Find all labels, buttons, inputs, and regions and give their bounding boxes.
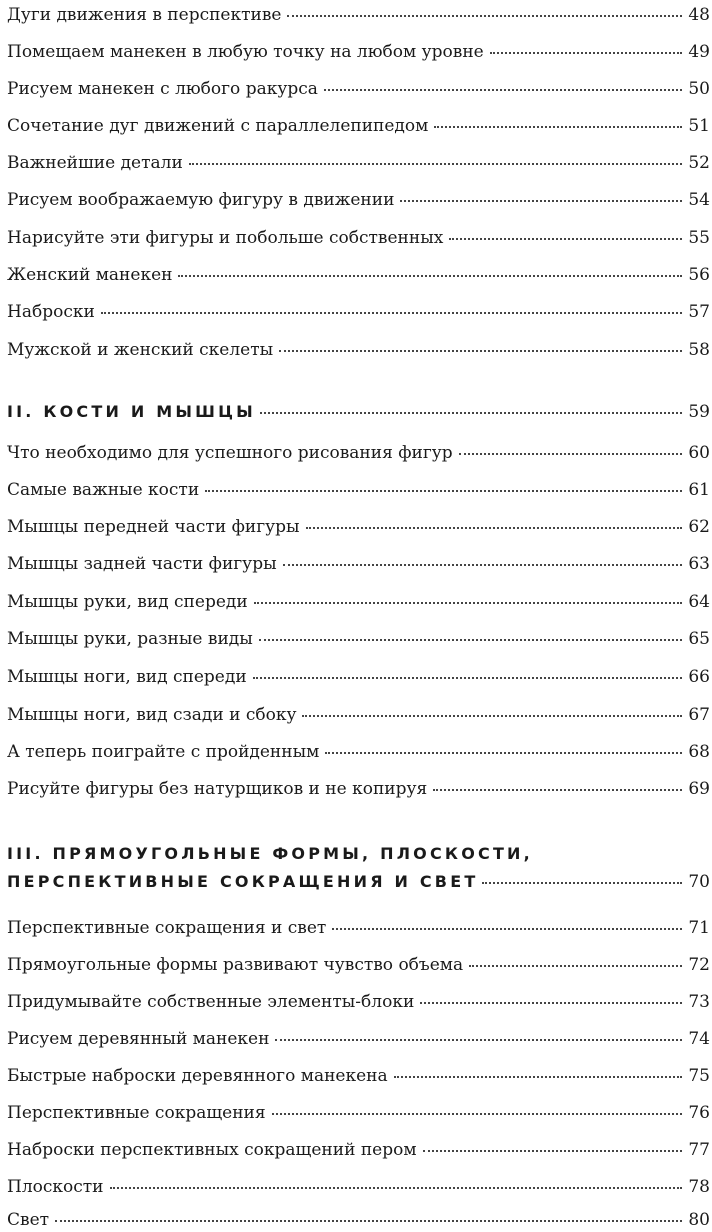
toc-entry-title: Мышцы руки, разные виды bbox=[7, 629, 253, 649]
toc-entry-title: Дуги движения в перспективе bbox=[7, 5, 282, 25]
toc-entry[interactable] bbox=[7, 1102, 710, 1124]
dot-leader bbox=[490, 51, 682, 54]
dot-leader bbox=[324, 88, 682, 91]
dot-leader bbox=[189, 162, 682, 165]
dot-leader bbox=[302, 714, 682, 717]
dot-leader bbox=[101, 311, 682, 314]
toc-entry-page: 71 bbox=[688, 918, 710, 938]
dot-leader bbox=[332, 927, 682, 930]
toc-entry-title: Мышцы задней части фигуры bbox=[7, 554, 277, 574]
dot-leader bbox=[459, 452, 682, 455]
toc-entry-title: Мышцы передней части фигуры bbox=[7, 517, 300, 537]
dot-leader bbox=[423, 1149, 682, 1152]
toc-entry-page: 50 bbox=[688, 79, 710, 99]
toc-entry-page: 62 bbox=[688, 517, 710, 537]
toc-entry-title: Что необходимо для успешного рисования фигур bbox=[7, 443, 453, 463]
toc-entry-page: 66 bbox=[688, 667, 710, 687]
toc-entry[interactable] bbox=[7, 954, 710, 976]
toc-entry-title: Перспективные сокращения и свет bbox=[7, 918, 327, 938]
dot-leader bbox=[449, 237, 682, 240]
section-title-line2: ПЕРСПЕКТИВНЫЕ СОКРАЩЕНИЯ И СВЕТ bbox=[7, 872, 479, 891]
toc-entry-title: А теперь поиграйте с пройденным bbox=[7, 742, 320, 762]
toc-entry-page: 68 bbox=[688, 742, 710, 762]
toc-entry-title: Помещаем манекен в любую точку на любом уровне bbox=[7, 42, 484, 62]
toc-entry[interactable] bbox=[7, 4, 710, 26]
toc-entry[interactable] bbox=[7, 1139, 710, 1161]
toc-entry-page: 75 bbox=[688, 1066, 710, 1086]
dot-leader bbox=[205, 489, 682, 492]
toc-entry[interactable] bbox=[7, 189, 710, 211]
toc-entry-title: Самые важные кости bbox=[7, 480, 200, 500]
toc-entry[interactable] bbox=[7, 227, 710, 249]
toc-entry[interactable] bbox=[7, 339, 710, 361]
toc-entry-title: Важнейшие детали bbox=[7, 153, 183, 173]
toc-entry[interactable] bbox=[7, 1028, 710, 1050]
toc-entry[interactable] bbox=[7, 778, 710, 800]
toc-entry-title: Мышцы руки, вид спереди bbox=[7, 592, 248, 612]
toc-entry-page: 65 bbox=[688, 629, 710, 649]
dot-leader bbox=[272, 1112, 682, 1115]
toc-entry-title: Нарисуйте эти фигуры и побольше собственных bbox=[7, 228, 444, 248]
toc-entry-title: Рисуем манекен с любого ракурса bbox=[7, 79, 318, 99]
toc-entry[interactable] bbox=[7, 741, 710, 763]
toc-entry-page: 52 bbox=[688, 153, 710, 173]
toc-entry[interactable] bbox=[7, 704, 710, 726]
toc-entry-page: 57 bbox=[688, 302, 710, 322]
toc-entry-title: Свет bbox=[7, 1210, 50, 1230]
section-page: 70 bbox=[688, 872, 710, 892]
toc-entry-title: Придумывайте собственные элементы-блоки bbox=[7, 992, 415, 1012]
toc-entry[interactable] bbox=[7, 1065, 710, 1087]
toc-entry[interactable] bbox=[7, 1176, 710, 1198]
dot-leader bbox=[287, 14, 682, 17]
dot-leader bbox=[254, 601, 682, 604]
toc-entry-title: Плоскости bbox=[7, 1177, 104, 1197]
toc-entry-page: 49 bbox=[688, 42, 710, 62]
toc-entry-page: 73 bbox=[688, 992, 710, 1012]
dot-leader bbox=[325, 751, 682, 754]
toc-entry-page: 64 bbox=[688, 592, 710, 612]
section-page: 59 bbox=[688, 402, 710, 422]
toc-entry-page: 78 bbox=[688, 1177, 710, 1197]
dot-leader bbox=[55, 1219, 682, 1222]
toc-entry-title: Наброски bbox=[7, 302, 95, 322]
toc-entry[interactable] bbox=[7, 991, 710, 1013]
toc-entry-title: Быстрые наброски деревянного манекена bbox=[7, 1066, 388, 1086]
toc-entry-title: Сочетание дуг движений с параллелепипедом bbox=[7, 116, 429, 136]
dot-leader bbox=[394, 1075, 682, 1078]
dot-leader bbox=[279, 349, 682, 352]
toc-entry-page: 60 bbox=[688, 443, 710, 463]
toc-entry[interactable] bbox=[7, 442, 710, 464]
dot-leader bbox=[420, 1001, 682, 1004]
dot-leader bbox=[283, 563, 682, 566]
section-title-line1: III. ПРЯМОУГОЛЬНЫЕ ФОРМЫ, ПЛОСКОСТИ, bbox=[7, 844, 533, 863]
dot-leader bbox=[400, 199, 682, 202]
toc-entry-page: 58 bbox=[688, 340, 710, 360]
dot-leader bbox=[469, 964, 682, 967]
toc-entry[interactable] bbox=[7, 516, 710, 538]
toc-entry[interactable] bbox=[7, 591, 710, 613]
toc-entry[interactable] bbox=[7, 917, 710, 939]
toc-section-heading[interactable] bbox=[7, 401, 710, 423]
toc-entry[interactable] bbox=[7, 301, 710, 323]
toc-entry-page: 61 bbox=[688, 480, 710, 500]
toc-entry-page: 56 bbox=[688, 265, 710, 285]
dot-leader bbox=[259, 638, 682, 641]
dot-leader bbox=[178, 274, 682, 277]
toc-entry-title: Женский манекен bbox=[7, 265, 173, 285]
dot-leader bbox=[306, 526, 682, 529]
dot-leader bbox=[253, 676, 682, 679]
dot-leader bbox=[434, 125, 682, 128]
toc-entry-page: 54 bbox=[688, 190, 710, 210]
toc-entry[interactable] bbox=[7, 115, 710, 137]
dot-leader bbox=[260, 412, 682, 414]
toc-entry[interactable] bbox=[7, 264, 710, 286]
dot-leader bbox=[482, 882, 682, 884]
toc-entry-title: Рисуйте фигуры без натурщиков и не копируя bbox=[7, 779, 428, 799]
toc-entry[interactable] bbox=[7, 78, 710, 100]
toc-entry-title: Рисуем деревянный манекен bbox=[7, 1029, 270, 1049]
toc-entry-page: 67 bbox=[688, 705, 710, 725]
toc-entry[interactable] bbox=[7, 628, 710, 650]
toc-entry-title: Мужской и женский скелеты bbox=[7, 340, 274, 360]
toc-entry-page: 80 bbox=[688, 1210, 710, 1230]
toc-entry[interactable] bbox=[7, 152, 710, 174]
toc-entry-title: Мышцы ноги, вид сзади и сбоку bbox=[7, 705, 297, 725]
section-title: II. КОСТИ И МЫШЦЫ bbox=[7, 402, 256, 421]
toc-entry-title: Наброски перспективных сокращений пером bbox=[7, 1140, 417, 1160]
toc-entry-title: Перспективные сокращения bbox=[7, 1103, 266, 1123]
dot-leader bbox=[433, 788, 682, 791]
toc-entry-page: 51 bbox=[688, 116, 710, 136]
toc-entry[interactable] bbox=[7, 666, 710, 688]
dot-leader bbox=[275, 1038, 682, 1041]
toc-entry[interactable] bbox=[7, 479, 710, 501]
toc-entry[interactable] bbox=[7, 553, 710, 575]
dot-leader bbox=[110, 1186, 683, 1189]
toc-entry-page: 63 bbox=[688, 554, 710, 574]
toc-entry-page: 69 bbox=[688, 779, 710, 799]
toc-section-heading[interactable] bbox=[7, 843, 710, 893]
toc-entry-page: 72 bbox=[688, 955, 710, 975]
toc-entry-page: 74 bbox=[688, 1029, 710, 1049]
toc-entry-title: Мышцы ноги, вид спереди bbox=[7, 667, 247, 687]
toc-entry-page: 77 bbox=[688, 1140, 710, 1160]
toc-entry-title: Рисуем воображаемую фигуру в движении bbox=[7, 190, 395, 210]
toc-entry-title: Прямоугольные формы развивают чувство объема bbox=[7, 955, 464, 975]
toc-entry-page: 76 bbox=[688, 1103, 710, 1123]
toc-entry[interactable] bbox=[7, 41, 710, 63]
toc-entry-page: 48 bbox=[688, 5, 710, 25]
toc-entry[interactable] bbox=[7, 1209, 710, 1231]
toc-entry-page: 55 bbox=[688, 228, 710, 248]
